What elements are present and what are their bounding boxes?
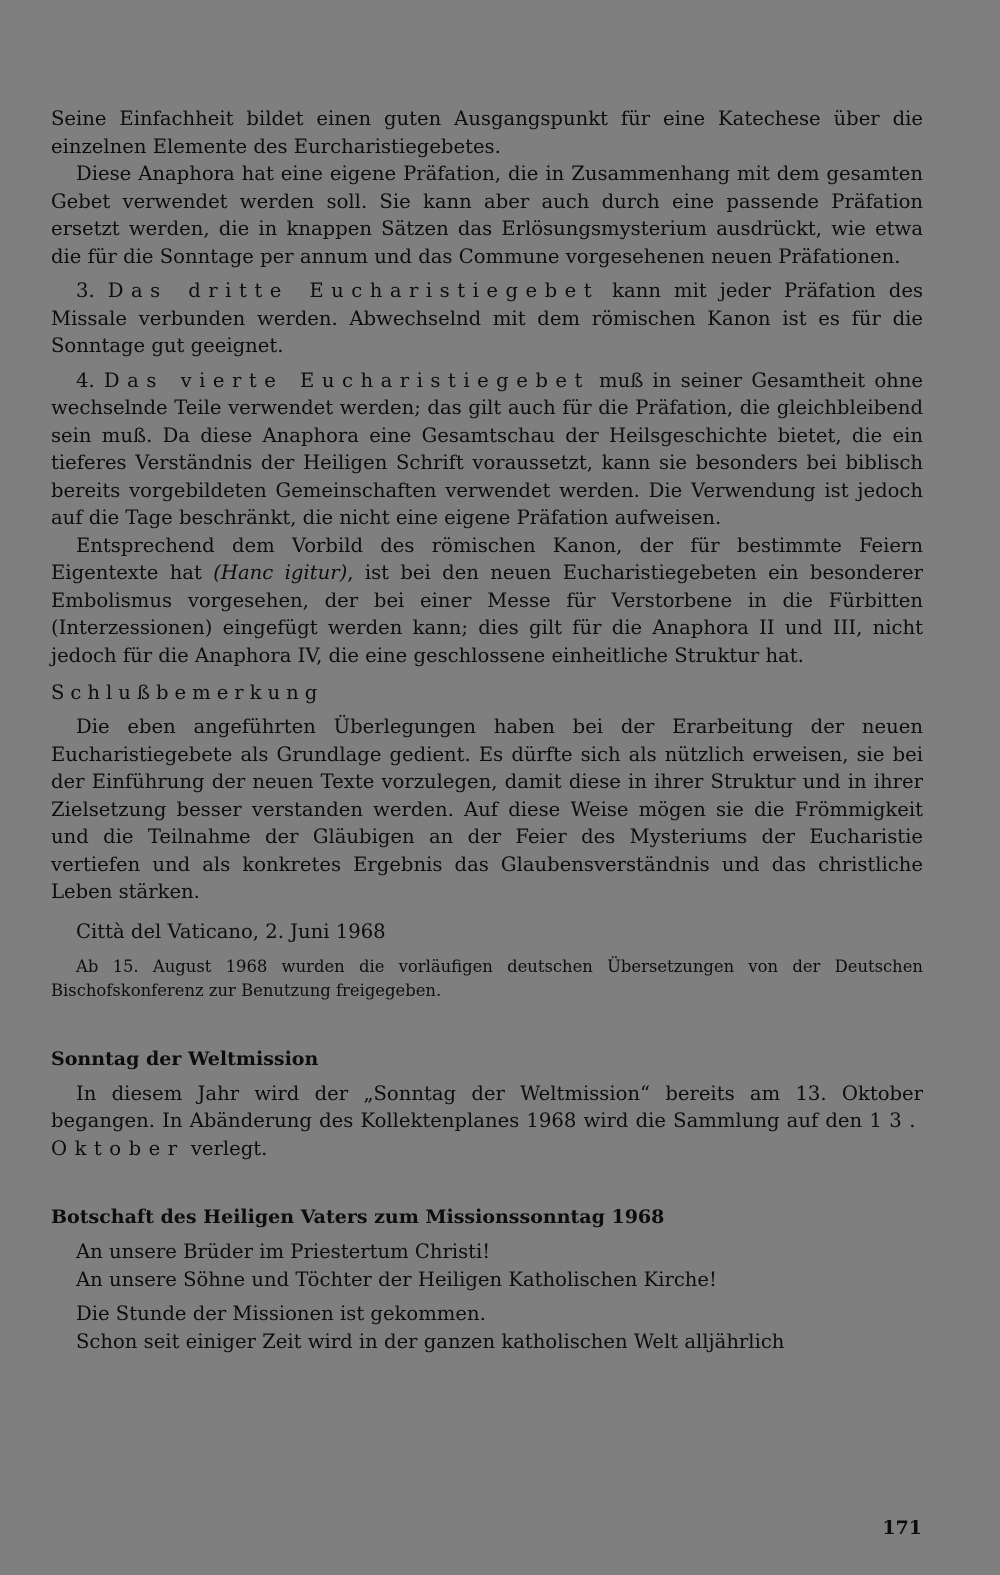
embolismus-paragraph	[51, 532, 923, 670]
item-4-text: muß in seiner Gesamtheit ohne wechselnde Teile verwendet werden; das gilt auch für die Präfation, die gleichbleibend sein muß. Da diese Anaphora eine Gesamtschau der Heilsgeschichte bietet, die ein tieferes Verständnis der Heiligen Schrift voraussetzt, kann sie besonders bei biblisch bereits vorgebildeten Gemeinschaften verwendet werden. Die Verwendung ist jedoch auf die Tage beschränkt, die nicht eine eigene Präfation aufweisen.	[51, 368, 923, 529]
sonntag-weltmission-paragraph	[51, 1080, 923, 1163]
botschaft-line-2: Schon seit einiger Zeit wird in der ganzen katholischen Welt alljährlich	[76, 1329, 785, 1353]
sonntag-text-before: In diesem Jahr wird der „Sonntag der Weltmission“ bereits am 13. Oktober begangen. In Abänderung des Kollektenplanes 1968 wird die Sammlung auf den	[51, 1081, 923, 1132]
document-page	[51, 105, 923, 1355]
hanc-igitur-italic: (Hanc igitur)	[213, 561, 348, 584]
schlussbemerkung-paragraph: Die eben angeführten Überlegungen haben bei der Erarbeitung der neuen Eucharistiegebete als Grundlage gedient. Es dürfte sich als nützlich erweisen, sie bei der Einführung der neuen Texte vorzulegen, damit diese in ihrer Struktur und in ihrer Zielsetzung besser verstanden werden. Auf diese Weise mögen sie die Frömmigkeit und die Teilnahme der Gläubigen an der Feier des Mysteriums der Eucharistie vertiefen und als konkretes Ergebnis das Glaubensverständnis und das christliche Leben stärken.	[51, 715, 923, 903]
schlussbemerkung-heading: Schlußbemerkung	[51, 681, 324, 704]
item-3-paragraph	[51, 277, 923, 360]
item-3-number: 3.	[76, 279, 95, 302]
item-4-spaced-title: Das vierte Eucharistiegebet	[103, 368, 590, 392]
item-4-number: 4.	[76, 368, 95, 392]
embolismus-text-before: Entsprechend dem Vorbild des römischen Kanon, der für bestimmte Feiern Eigentexte hat	[51, 533, 923, 584]
sonntag-date-spaced: 13. Oktober	[51, 1109, 923, 1160]
item-3-spaced-title: Das dritte Eucharistiegebet	[107, 279, 600, 302]
intro-paragraph-2: Diese Anaphora hat eine eigene Präfation, die in Zusammenhang mit dem gesamten Gebet verwendet werden soll. Sie kann aber auch durch eine passende Präfation ersetzt werden, die in knappen Sätzen das Erlösungsmysterium ausdrückt, wie etwa die für die Sonntage per annum und das Commune vorgesehenen neuen Präfationen.	[51, 162, 923, 268]
address-line-1: An unsere Brüder im Priestertum Christi!	[76, 1240, 491, 1263]
sonntag-text-after: verlegt.	[184, 1136, 268, 1160]
item-3-text: kann mit jeder Präfation des Missale verbunden werden. Abwechselnd mit dem römischen Kanon ist es für die Sonntage gut geeignet.	[51, 279, 924, 357]
intro-paragraph-1: Seine Einfachheit bildet einen guten Ausgangspunkt für eine Katechese über die einzelnen Elemente des Eurcharistiegebetes.	[51, 107, 923, 158]
address-line-2: An unsere Söhne und Töchter der Heiligen Katholischen Kirche!	[76, 1267, 717, 1291]
sonntag-weltmission-heading: Sonntag der Weltmission	[51, 1047, 319, 1070]
item-4-paragraph	[51, 367, 923, 532]
botschaft-heading: Botschaft des Heiligen Vaters zum Missionssonntag 1968	[51, 1206, 665, 1228]
embolismus-text-after: , ist bei den neuen Eucharistiegebeten ein besonderer Embolismus vorgesehen, der bei einer Messe für Verstorbene in die Fürbitten (Interzessionen) eingefügt werden kann; dies gilt für die Anaphora II und III, nicht jedoch für die Anaphora IV, die eine geschlossene einheitliche Struktur hat.	[51, 561, 924, 667]
botschaft-line-1: Die Stunde der Missionen ist gekommen.	[76, 1302, 486, 1325]
translation-footnote: Ab 15. August 1968 wurden die vorläufigen deutschen Übersetzungen von der Deutschen Bischofskonferenz zur Benutzung freigegeben.	[51, 956, 923, 1000]
date-line: Città del Vaticano, 2. Juni 1968	[76, 919, 386, 943]
page-number: 171	[882, 1517, 922, 1539]
